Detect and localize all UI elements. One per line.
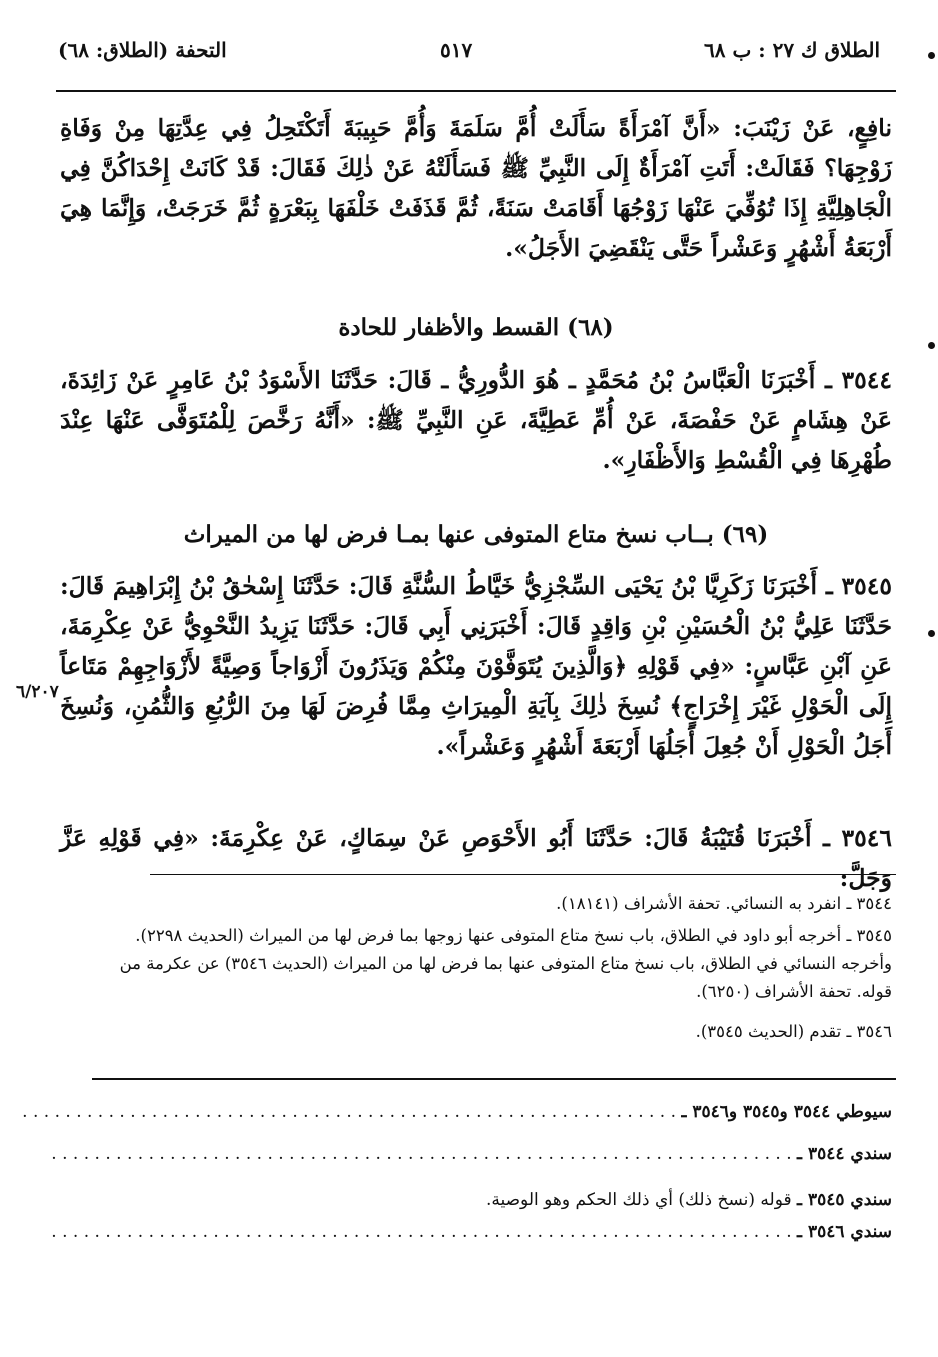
hadith-paragraph-continued: نافِعٍ، عَنْ زَيْنَبَ: «أَنَّ آمْرَأَةً سَأَلَتْ أُمَّ سَلَمَةَ وَأُمَّ حَبِيبَةَ أَتَكْتَحِلُ فِي عِدَّتِهَا مِنْ وَفَاةِ زَوْجِهَا؟ فَقَالَتْ: أَتَتِ آمْرَأَةٌ إِلَى النَّبِيِّ ﷺ فَسَأَلَتْهُ عَنْ ذٰلِكَ فَقَالَ: قَدْ كَانَتْ إِحْدَاكُنَّ فِي الْجَاهِلِيَّةِ إِذَا تُوُفِّيَ عَنْهَا زَوْجُهَا أَقَامَتْ سَنَةً، ثُمَّ قَذَفَتْ خَلْفَهَا بِبَعْرَةٍ ثُمَّ خَرَجَتْ، وَإِنَّمَا هِيَ أَرْبَعَةُ أَشْهُرٍ وَعَشْراً حَتَّى يَنْقَضِيَ الأَجَلُ».	[60, 114, 892, 262]
commentary-sindi-3545	[92, 1186, 892, 1214]
margin-reference: ٦/٢٠٧	[16, 682, 59, 702]
header-rule	[56, 90, 896, 92]
commentary-text: . . . . . . . . . . . . . . . . . . . . . . . . . . . . . . . . . . . . . . . . . . . . . . . . . . . . . . . . . . . . . . . . . . . . .	[51, 1144, 792, 1164]
commentary-text: قوله (نسخ ذلك) أي ذلك الحكم وهو الوصية.	[485, 1190, 792, 1210]
binding-hole-mark	[928, 52, 935, 59]
commentary-label: سندي ٣٥٤٤ ـ	[797, 1144, 892, 1164]
commentary-text: . . . . . . . . . . . . . . . . . . . . . . . . . . . . . . . . . . . . . . . . . . . . . . . . . . . . . . . . . . . . . . . . . . . . .	[51, 1222, 792, 1242]
hadith-3546: ٣٥٤٦ ـ أَخْبَرَنَا قُتَيْبَةُ قَالَ: حَدَّثَنَا أَبُو الأَحْوَصِ عَنْ سِمَاكٍ، عَنْ عِكْرِمَةَ: «فِي قَوْلِهِ عَزَّ وَجَلَّ:	[60, 824, 892, 892]
page-number: ٥١٧	[440, 38, 473, 62]
footnote-3544: ٣٥٤٤ ـ انفرد به النسائي. تحفة الأشراف (١٨١٤١).	[556, 894, 892, 913]
binding-hole-mark	[928, 630, 935, 637]
hadith-3545: ٣٥٤٥ ـ أَخْبَرَنَا زَكَرِيَّا بْنُ يَحْيَى السِّجْزِيُّ خَيَّاطُ السُّنَّةِ قَالَ: حَدَّثَنَا إِسْحٰقُ بْنُ إِبْرَاهِيمَ قَالَ: حَدَّثَنَا عَلِيُّ بْنُ الْحُسَيْنِ بْنِ وَاقِدٍ قَالَ: أَخْبَرَنِي أَبِي قَالَ: حَدَّثَنَا يَزِيدُ النَّحْوِيُّ عَنْ عِكْرِمَةَ، عَنِ آبْنِ عَبَّاسٍ: «فِي قَوْلِهِ ﴿وَالَّذِينَ يُتَوَفَّوْنَ مِنْكُمْ وَيَذَرُونَ أَزْوَاجاً وَصِيَّةً لأَزْوَاجِهِمْ مَتَاعاً إِلَى الْحَوْلِ غَيْرَ إِخْرَاجٍ﴾ نُسِخَ ذٰلِكَ بِآيَةِ الْمِيرَاثِ مِمَّا فُرِضَ لَهَا مِنَ الرُّبُعِ وَالثُّمُنِ، وَنُسِخَ أَجَلُ الْحَوْلِ أَنْ جُعِلَ أَجَلُهَا أَرْبَعَةَ أَشْهُرٍ وَعَشْراً».	[60, 572, 892, 760]
commentary-suyuti	[22, 1098, 892, 1126]
commentary-label: سندي ٣٥٤٦ ـ	[797, 1222, 892, 1242]
footnote-3545: ٣٥٤٥ ـ أخرجه أبو داود في الطلاق، باب نسخ متاع المتوفى عنها زوجها بما فرض لها من الميراث (الحديث ٢٢٩٨). وأخرجه النسائي في الطلاق، باب نسخ متاع المتوفى عنها بما فرض لها من الميراث (الحديث ٣٥٤٦) عن عكرمة من قوله. تحفة الأشراف (٦٢٥٠).	[119, 926, 892, 1001]
running-header-left: التحفة (الطلاق: ٦٨)	[58, 38, 227, 62]
commentary-sindi-3544	[51, 1140, 892, 1168]
commentary-label: سندي ٣٥٤٥ ـ	[797, 1190, 892, 1210]
hadith-3544: ٣٥٤٤ ـ أَخْبَرَنَا الْعَبَّاسُ بْنُ مُحَمَّدٍ ـ هُوَ الدُّورِيُّ ـ قَالَ: حَدَّثَنَا الأَسْوَدُ بْنُ عَامِرٍ عَنْ زَائِدَةَ، عَنْ هِشَامٍ عَنْ حَفْصَةَ، عَنْ أُمِّ عَطِيَّةَ، عَنِ النَّبِيِّ ﷺ: «أَنَّهُ رَخَّصَ لِلْمُتَوَفَّى عَنْهَا عِنْدَ طُهْرِهَا فِي الْقُسْطِ وَالأَظْفَارِ».	[60, 366, 892, 474]
commentary-rule	[92, 1078, 896, 1080]
chapter-heading-68: (٦٨) القسط والأظفار للحادة	[338, 314, 614, 341]
commentary-sindi-3546	[51, 1218, 892, 1246]
running-header-right: الطلاق ك ٢٧ : ب ٦٨	[704, 38, 880, 62]
footnote-rule	[150, 874, 896, 875]
commentary-label: سيوطي ٣٥٤٤ و٣٥٤٥ و٣٥٤٦ ـ	[681, 1102, 892, 1122]
chapter-heading-69: (٦٩) بــاب نسخ متاع المتوفى عنها بمـا فرض لها من الميراث	[183, 521, 769, 548]
footnote-3546: ٣٥٤٦ ـ تقدم (الحديث ٣٥٤٥).	[695, 1022, 892, 1041]
binding-hole-mark	[928, 342, 935, 349]
commentary-text: . . . . . . . . . . . . . . . . . . . . . . . . . . . . . . . . . . . . . . . . . . . . . . . . . . . . . . . . . . . . .	[22, 1102, 677, 1122]
